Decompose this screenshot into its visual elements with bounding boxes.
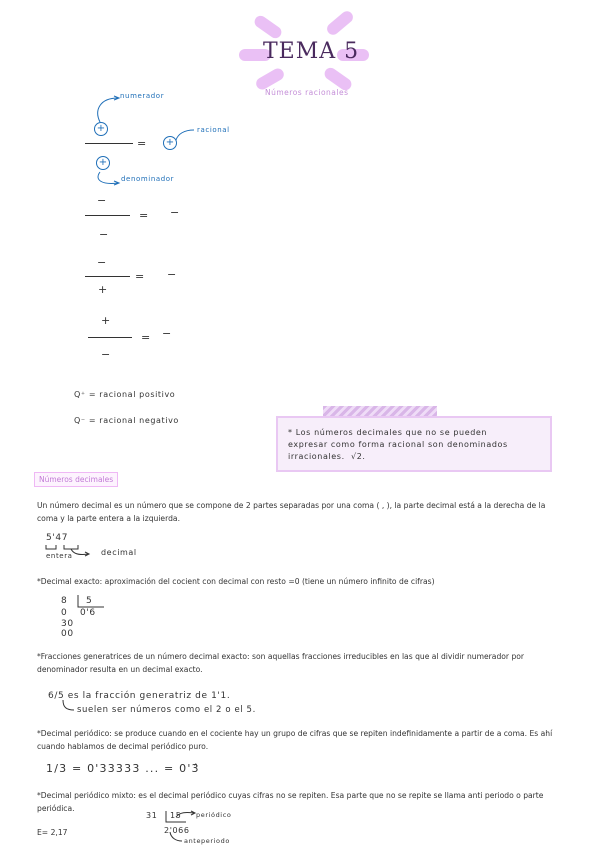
note-line: * Los números decimales que no se pueden [288,428,488,437]
division-quotient: 0'6 [80,608,96,618]
division-divisor: 5 [86,596,93,606]
entera-label: entera [46,552,73,560]
denominator-label: denominador [121,175,175,183]
sign-bottom: − [99,228,109,241]
numerator-plus: + [94,122,108,136]
q-minus-definition: Q⁻ = racional negativo [74,416,179,425]
decimal-label: decimal [101,548,137,557]
sign-top: + [101,314,111,327]
periodic-equation: 1/3 = 0'33333 ... = 0'3̂ [46,762,200,775]
equals-sign: = [141,331,151,344]
sqrt-example: √2. [351,452,366,461]
sign-bottom: + [98,283,108,296]
note-line: expresar como forma racional son denominados [288,440,508,449]
fraction-line [85,276,130,277]
note-line: irracionales. [288,452,345,461]
equals-sign: = [135,270,145,283]
exacto-paragraph: *Decimal exacto: aproximación del cocient con decimal con resto =0 (tiene un número infinito de cifras) [37,577,435,586]
example-number: 5'47 [46,533,69,543]
mixed-divisor: 15 [170,811,182,820]
q-plus-definition: Q⁺ = racional positivo [74,390,176,399]
sign-result: − [162,327,172,340]
generatriz-note: suelen ser números como el 2 o el 5. [77,705,256,715]
equals-sign: = [139,209,149,222]
sign-result: − [170,206,180,219]
sign-result: − [167,268,177,281]
division-remainder: 0 [61,608,68,618]
periodico-paragraph: *Decimal periódico: se produce cuando en el cociente hay un grupo de cifras que se repiten indefinidamente a partir de a coma. Es ahí cuando hablamos de decimal periódico puro. [37,729,553,751]
page-title: TEMA 5 [263,39,360,64]
sign-top: − [97,256,107,269]
intro-paragraph: Un número decimal es un número que se compone de 2 partes separadas por una coma ( , ), la parte decimal está a la derecha de la coma y la parte entera a la izquierda. [37,501,546,523]
denominator-plus: + [96,156,110,170]
sign-bottom: − [101,348,111,361]
numerator-label: numerador [120,92,165,100]
page-subtitle: Números racionales [265,88,349,97]
generatriz-line: 6/5 es la fracción generatriz de 1'1. [48,691,231,701]
fracciones-paragraph: *Fracciones generatrices de un número decimal exacto: son aquellas fracciones irreducibles en las que al dividir numerador por denominador resulta en un decimal exacto. [37,652,525,674]
rational-label: racional [197,126,230,134]
note-box [276,416,552,472]
division-dividend: 8 [61,596,68,606]
equals-sign: = [137,137,147,150]
periodico-label: periódico [196,811,232,819]
fraction-line [88,337,132,338]
section-tag: Números decimales [34,472,118,487]
fraction-line [85,143,133,144]
mixed-quotient: 2'066 [164,826,190,835]
fraction-line [85,215,130,216]
mixed-example-label: E= 2,17 [37,828,68,837]
anteperiodo-label: anteperiodo [184,837,230,845]
division-remainder: 00 [61,629,74,639]
mixed-dividend: 31 [146,811,158,820]
division-remainder: 30 [61,619,74,629]
mixto-paragraph: *Decimal periódico mixto: es el decimal periódico cuyas cifras no se repiten. Esa parte que no se repite se llama anti periodo o parte periódica. [37,791,544,813]
result-plus: + [163,136,177,150]
sign-top: − [97,194,107,207]
